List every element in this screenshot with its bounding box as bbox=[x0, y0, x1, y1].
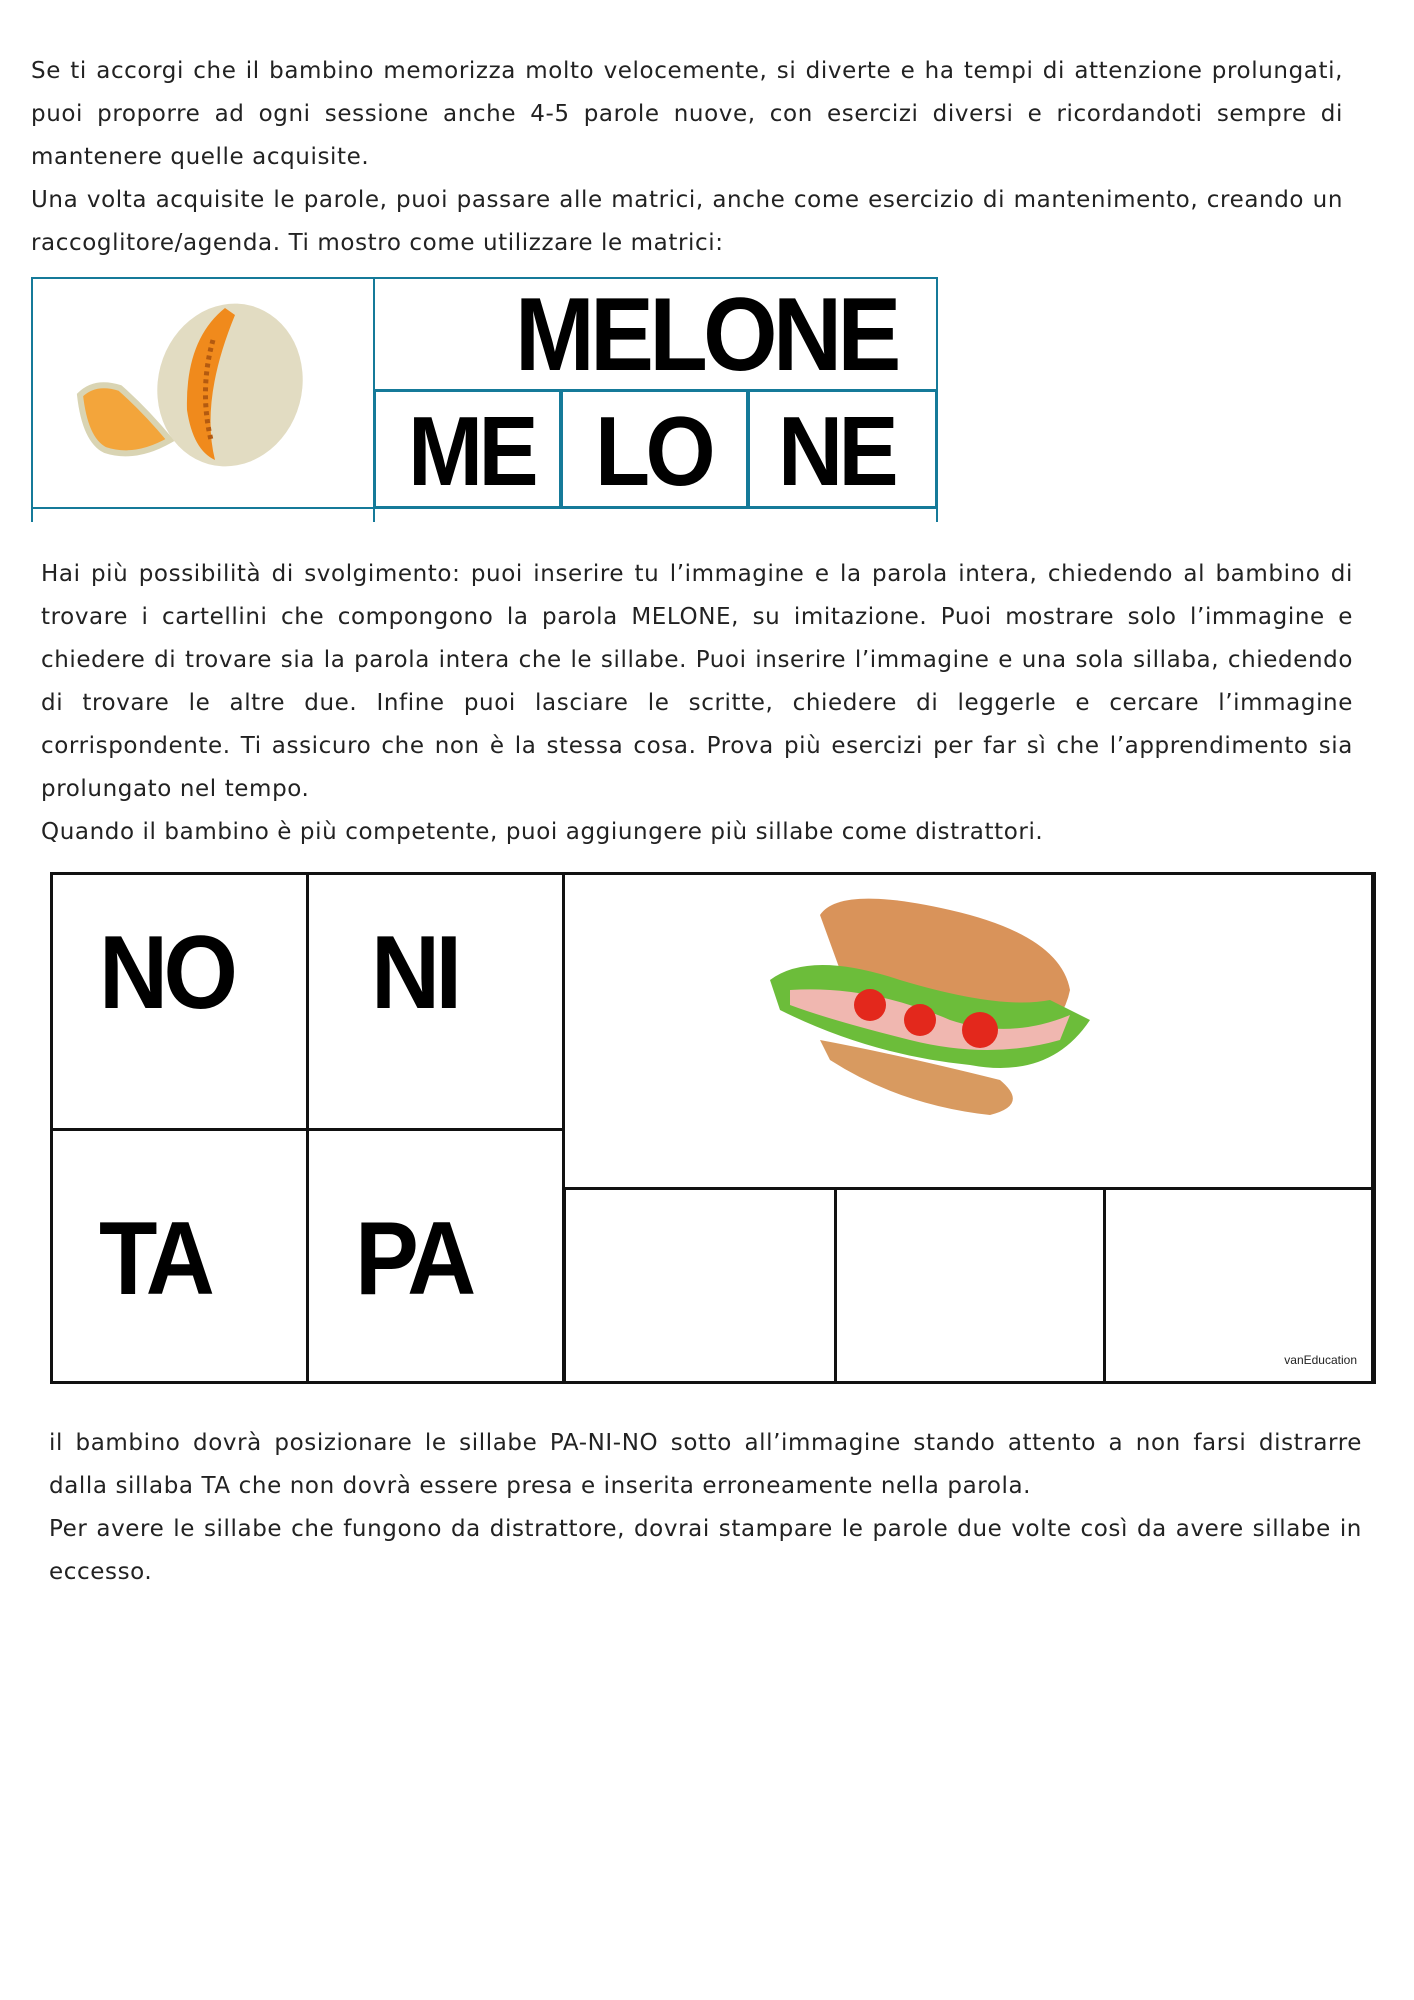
melone-word: MELONE bbox=[515, 277, 897, 393]
explanation-text bbox=[41, 553, 1353, 854]
conclusion-paragraph-2: Per avere le sillabe che fungono da distrattore, dovrai stampare le parole due volte così da avere sillabe in eccesso. bbox=[49, 1516, 1362, 1585]
syllable-ne: NE bbox=[778, 396, 895, 506]
sandwich-image bbox=[750, 890, 1150, 1125]
intro-text bbox=[31, 50, 1343, 265]
syllable-card-no bbox=[50, 872, 309, 1131]
syllable-card-ta bbox=[50, 1128, 309, 1384]
explanation-paragraph-1: Hai più possibilità di svolgimento: puoi inserire tu l’immagine e la parola intera, chiedendo al bambino di trovare i cartellini che compongono la parola MELONE, su imitazione. Puoi mostrare solo l’immagine e chiedere di trovare sia la parola intera che le sillabe. Puoi inserire l’immagine e una sola sillaba, chiedendo di trovare le altre due. Infine puoi lasciare le scritte, chiedere di leggerle e cercare l’immagine corrispondente. Ti assicuro che non è la stessa cosa. Prova più esercizi per far sì che l’apprendimento sia prolungato nel tempo. bbox=[41, 561, 1353, 802]
melone-word-cell bbox=[373, 277, 938, 391]
conclusion-paragraph-1: il bambino dovrà posizionare le sillabe PA-NI-NO sotto all’immagine stando attento a non farsi distrarre dalla sillaba TA che non dovrà essere presa e inserita erroneamente nella parola. bbox=[49, 1430, 1362, 1499]
syllable-card-pa bbox=[306, 1128, 565, 1384]
syllable-cell-ne bbox=[747, 389, 938, 509]
syllable-lo: LO bbox=[595, 396, 712, 506]
explanation-paragraph-2: Quando il bambino è più competente, puoi aggiungere più sillabe come distrattori. bbox=[41, 819, 1044, 845]
answer-slot-3[interactable] bbox=[1103, 1187, 1376, 1384]
syllable-ni: NI bbox=[371, 915, 458, 1031]
intro-paragraph-2: Una volta acquisite le parole, puoi passare alle matrici, anche come esercizio di mantenimento, creando un raccoglitore/agenda. Ti mostro come utilizzare le matrici: bbox=[31, 187, 1343, 256]
answer-slot-1[interactable] bbox=[563, 1187, 837, 1384]
divider bbox=[373, 508, 375, 522]
melon-image bbox=[75, 300, 315, 470]
syllable-ta: TA bbox=[99, 1201, 211, 1317]
syllable-me: ME bbox=[408, 396, 535, 506]
answer-slot-2[interactable] bbox=[834, 1187, 1106, 1384]
syllable-cell-me bbox=[373, 389, 562, 509]
syllable-card-ni bbox=[306, 872, 565, 1131]
intro-paragraph-1: Se ti accorgi che il bambino memorizza molto velocemente, si diverte e ha tempi di attenzione prolungati, puoi proporre ad ogni sessione anche 4-5 parole nuove, con esercizi diversi e ricordandoti sempre di mantenere quelle acquisite. bbox=[31, 58, 1343, 170]
divider bbox=[31, 508, 33, 522]
conclusion-text bbox=[49, 1422, 1362, 1594]
brand-label: vanEducation bbox=[1284, 1353, 1357, 1367]
syllable-pa: PA bbox=[355, 1201, 472, 1317]
syllable-cell-lo bbox=[560, 389, 749, 509]
divider bbox=[936, 508, 938, 522]
syllable-no: NO bbox=[99, 915, 234, 1031]
